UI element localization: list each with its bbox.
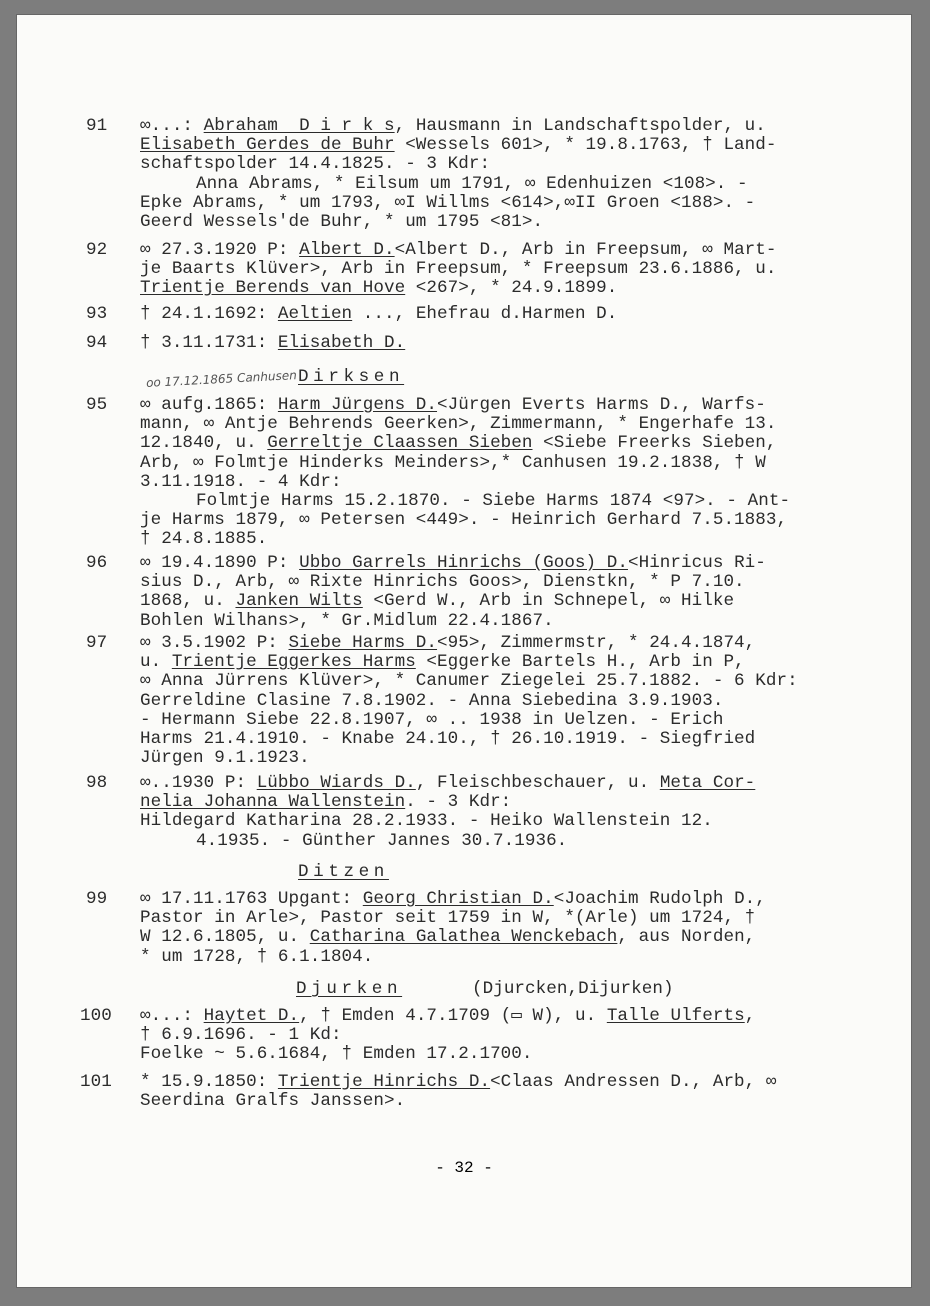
underlined-name: Trientje Hinrichs D. <box>277 1072 491 1092</box>
section-heading-note: (Djurcken,Dijurken) <box>472 979 674 999</box>
document-page <box>16 14 912 1288</box>
text-run: , Hausmann in Landschaftspolder, u. <box>394 116 766 136</box>
entry-line <box>140 692 723 711</box>
text-run: Harms 21.4.1910. - Knabe 24.10., † 26.10.1919. - Siegfried <box>140 729 756 749</box>
entry-line <box>140 241 777 260</box>
text-run: Foelke ~ 5.6.1684, † Emden 17.2.1700. <box>140 1044 533 1065</box>
underlined-name: Gerreltje Claassen Sieben <box>267 433 533 454</box>
entry-number: 91 <box>86 116 108 136</box>
entry-line <box>140 473 342 492</box>
entry-line <box>140 213 543 232</box>
entry-line <box>140 136 776 155</box>
text-run: Epke Abrams, * um 1793, ∞I Willms <614>,∞II Groen <188>. - <box>140 192 756 213</box>
text-run: W 12.6.1805, u. <box>140 927 310 948</box>
text-run: 1868, u. <box>140 591 236 612</box>
text-run: ∞...: <box>140 1006 204 1026</box>
text-run: <Claas Andressen D., Arb, ∞ <box>490 1072 777 1092</box>
text-run: Gerreldine Clasine 7.8.1902. - Anna Siebedina 3.9.1903. <box>140 690 724 711</box>
underlined-name: Elisabeth Gerdes de Buhr <box>140 135 395 156</box>
text-run: Jürgen 9.1.1923. <box>140 748 310 769</box>
entry-line <box>140 434 776 453</box>
text-run: <Gerd W., Arb in Schnepel, ∞ Hilke <box>362 591 735 612</box>
text-run: 4.1935. - Günther Jannes 30.7.1936. <box>196 830 568 851</box>
handwritten-note: oo 17.12.1865 Canhusen <box>145 368 298 390</box>
entry-line <box>140 749 310 768</box>
text-run: je Harms 1879, ∞ Petersen <449>. - Heinrich Gerhard 7.5.1883, <box>140 510 788 531</box>
entry-number: 95 <box>86 395 108 415</box>
entry-line <box>140 530 267 549</box>
text-run: Folmtje Harms 15.2.1870. - Siebe Harms 1874 <97>. - Ant- <box>196 491 791 511</box>
entry-number: 93 <box>86 304 108 324</box>
text-run: schaftspolder 14.4.1825. - 3 Kdr: <box>140 154 491 175</box>
entry-line <box>140 812 713 831</box>
text-run: ∞..1930 P: <box>140 773 257 793</box>
text-run: Arb, ∞ Folmtje Hinderks Meinders>,* Canhusen 19.2.1838, † W <box>140 452 766 473</box>
entry-line <box>140 1007 755 1026</box>
text-run: Pastor in Arle>, Pastor seit 1759 in W, *(Arle) um 1724, † <box>140 908 756 929</box>
entry-number: 94 <box>86 333 108 353</box>
entry-number: 99 <box>86 889 108 909</box>
entry-line <box>140 909 755 928</box>
underlined-name: Meta Cor- <box>659 773 756 793</box>
text-run: mann, ∞ Antje Behrends Geerken>, Zimmermann, * Engerhafe 13. <box>140 414 777 435</box>
text-run: ∞ Anna Jürrens Klüver>, * Canumer Ziegelei 25.7.1882. - 6 Kdr: <box>140 671 798 692</box>
entry-number: 92 <box>86 240 108 260</box>
text-run: ∞ 17.11.1763 Upgant: <box>140 889 363 909</box>
text-run: ∞ 3.5.1902 P: <box>140 633 289 653</box>
page-content <box>16 14 912 1288</box>
entry-line <box>140 279 617 298</box>
text-run: ∞ 27.3.1920 P: <box>140 240 300 260</box>
entry-line <box>140 1026 342 1045</box>
text-run: † 24.1.1692: <box>140 304 278 324</box>
underlined-name: Elisabeth D. <box>277 333 406 353</box>
text-run: <95>, Zimmermstr, * 24.4.1874, <box>437 633 756 653</box>
entry-line <box>196 492 790 511</box>
underlined-name: Janken Wilts <box>235 591 363 612</box>
entry-number: 100 <box>80 1006 112 1026</box>
text-run: ..., Ehefrau d.Harmen D. <box>352 304 618 324</box>
text-run: Hildegard Katharina 28.2.1933. - Heiko Wallenstein 12. <box>140 811 713 832</box>
underlined-name: Talle Ulferts <box>606 1006 745 1026</box>
entry-line <box>140 1045 533 1064</box>
underlined-name: Georg Christian D. <box>362 889 554 909</box>
entry-line <box>140 711 723 730</box>
text-run: <Siebe Freerks Sieben, <box>532 433 777 454</box>
entry-line <box>140 730 755 749</box>
underlined-name: Catharina Galathea Wenckebach <box>309 927 618 948</box>
section-heading-djurken: Djurken <box>296 979 403 999</box>
text-run: 3.11.1918. - 4 Kdr: <box>140 471 342 492</box>
entry-number: 96 <box>86 553 108 573</box>
entry-line <box>140 634 755 653</box>
entry-line <box>140 454 766 473</box>
text-run: † 24.8.1885. <box>140 529 268 550</box>
entry-line <box>140 260 776 279</box>
text-run: <267>, * 24.9.1899. <box>405 278 618 299</box>
text-run: <Albert D., Arb in Freepsum, ∞ Mart- <box>394 240 777 260</box>
text-run: <Hinricus Ri- <box>627 553 766 573</box>
entry-line <box>140 415 776 434</box>
underlined-name: Trientje Eggerkes Harms <box>171 652 416 673</box>
text-run: ∞ aufg.1865: <box>140 395 278 415</box>
entry-line <box>140 554 766 573</box>
text-run: <Joachim Rudolph D., <box>553 889 766 909</box>
entry-line <box>140 793 511 812</box>
text-run: ∞...: <box>140 116 204 136</box>
text-run: † 6.9.1696. - 1 Kd: <box>140 1025 342 1046</box>
entry-line <box>140 396 766 415</box>
text-run: , † Emden 4.7.1709 (▭ W), u. <box>299 1006 607 1026</box>
entry-line <box>140 194 755 213</box>
text-run: <Jürgen Everts Harms D., Warfs- <box>437 395 766 415</box>
text-run: , aus Norden, <box>617 927 756 948</box>
text-run: ∞ 19.4.1890 P: <box>140 553 300 573</box>
text-run: , <box>744 1006 756 1026</box>
entry-line <box>196 832 567 851</box>
text-run: . - 3 Kdr: <box>405 792 512 813</box>
text-run: <Wessels 601>, * 19.8.1763, † Land- <box>394 135 777 156</box>
text-run: Bohlen Wilhans>, * Gr.Midlum 22.4.1867. <box>140 610 554 631</box>
section-heading-ditzen: Ditzen <box>298 862 389 882</box>
entry-line <box>196 175 748 194</box>
entry-number: 101 <box>80 1072 112 1092</box>
entry-number: 97 <box>86 633 108 653</box>
text-run: Anna Abrams, * Eilsum um 1791, ∞ Edenhuizen <108>. - <box>196 173 748 194</box>
entry-line <box>140 1092 405 1111</box>
entry-line <box>140 334 405 353</box>
entry-line <box>140 1073 777 1092</box>
entry-line <box>140 592 734 611</box>
text-run: je Baarts Klüver>, Arb in Freepsum, * Freepsum 23.6.1886, u. <box>140 259 777 280</box>
text-run: 12.1840, u. <box>140 433 268 454</box>
entry-line <box>140 890 766 909</box>
entry-line <box>140 672 798 691</box>
entry-number: 98 <box>86 773 108 793</box>
text-run: * um 1728, † 6.1.1804. <box>140 946 374 967</box>
entry-line <box>140 653 745 672</box>
entry-line <box>140 948 373 967</box>
entry-line <box>140 511 787 530</box>
underlined-name: Trientje Berends van Hove <box>140 278 406 299</box>
text-run: u. <box>140 652 172 673</box>
entry-line <box>140 573 745 592</box>
entry-line <box>140 117 766 136</box>
underlined-name: Abraham D i r k s <box>203 116 395 136</box>
entry-line <box>140 612 554 631</box>
text-run: † 3.11.1731: <box>140 333 278 353</box>
underlined-name: nelia Johanna Wallenstein <box>140 792 406 813</box>
underlined-name: Albert D. <box>299 240 395 260</box>
text-run: Geerd Wessels'de Buhr, * um 1795 <81>. <box>140 212 544 232</box>
text-run: Seerdina Gralfs Janssen>. <box>140 1091 406 1112</box>
underlined-name: Harm Jürgens D. <box>277 395 438 415</box>
underlined-name: Lübbo Wiards D. <box>256 773 416 793</box>
text-run: , Fleischbeschauer, u. <box>415 773 660 793</box>
section-heading-dirksen: Dirksen <box>298 367 405 387</box>
text-run: * 15.9.1850: <box>140 1072 278 1092</box>
text-run: <Eggerke Bartels H., Arb in P, <box>415 652 745 673</box>
page-number: - 32 - <box>435 1159 493 1177</box>
entry-line <box>140 305 617 324</box>
text-run: - Hermann Siebe 22.8.1907, ∞ .. 1938 in Uelzen. - Erich <box>140 709 724 730</box>
underlined-name: Siebe Harms D. <box>288 633 438 653</box>
entry-line <box>140 774 755 793</box>
entry-line <box>140 155 490 174</box>
underlined-name: Ubbo Garrels Hinrichs (Goos) D. <box>299 553 628 573</box>
entry-line <box>140 928 755 947</box>
text-run: sius D., Arb, ∞ Rixte Hinrichs Goos>, Dienstkn, * P 7.10. <box>140 572 745 593</box>
underlined-name: Aeltien <box>277 304 353 324</box>
underlined-name: Haytet D. <box>203 1006 300 1026</box>
